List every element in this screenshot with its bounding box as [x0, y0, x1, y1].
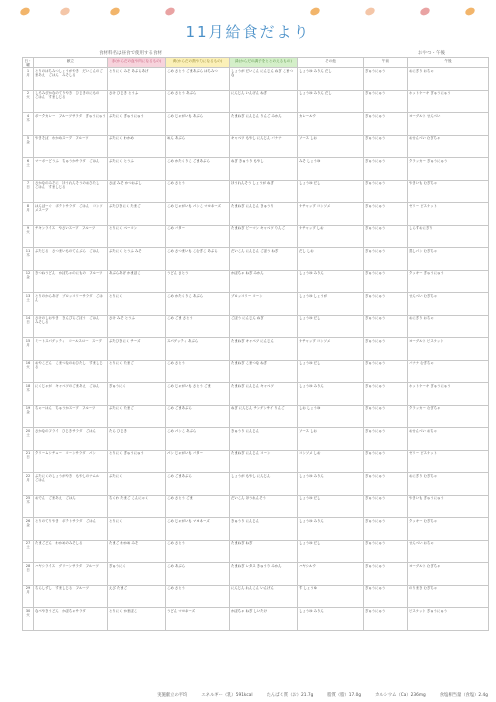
other-cell: しょうゆ みりん だし — [298, 90, 364, 113]
table-row — [23, 338, 489, 361]
snack-pm-cell: クラッカー むぎちゃ — [408, 405, 489, 428]
day-cell: 25 木 — [23, 495, 34, 518]
table-row — [23, 360, 489, 383]
table-row — [23, 135, 489, 158]
snack-am-cell: ぎゅうにゅう — [364, 158, 408, 181]
green-cell: だいこん にんじん ごぼう ねぎ — [230, 248, 298, 271]
footer-protein: たんぱく質（お）21.7g — [266, 693, 314, 698]
table-row — [23, 585, 489, 608]
other-cell: ソース しお — [298, 428, 364, 451]
green-cell: たまねぎ レタス きゅうり みかん — [230, 563, 298, 586]
yellow-cell: パン じゃがいも バター — [166, 450, 230, 473]
snack-am-cell: ぎゅうにゅう — [364, 495, 408, 518]
green-cell: ブロッコリー コーン — [230, 293, 298, 316]
other-cell: しょうゆ しょうが — [298, 293, 364, 316]
other-cell: コンソメ しお — [298, 450, 364, 473]
menu-cell: しろみざかなのてりやき ひじきのにもの ごはん すましじる — [34, 90, 108, 113]
red-cell: ぶたにく ぎゅうにゅう — [108, 113, 166, 136]
leaf-decoration-icon — [364, 6, 376, 17]
yellow-cell: こめ あぶら — [166, 563, 230, 586]
yellow-cell: うどん さとう — [166, 270, 230, 293]
day-cell: 8 月 — [23, 203, 34, 226]
red-cell: ぎゅうにく — [108, 563, 166, 586]
nutrition-footer — [22, 692, 488, 698]
red-cell: とりにく — [108, 518, 166, 541]
table-row — [23, 270, 489, 293]
snack-pm-cell: クッキー むぎちゃ — [408, 518, 489, 541]
day-cell: 16 火 — [23, 360, 34, 383]
snack-am-cell: ぎゅうにゅう — [364, 180, 408, 203]
menu-cell: なべやきうどん かぼちゃサラダ — [34, 608, 108, 631]
green-cell: たまねぎ にんじん りんご みかん — [230, 113, 298, 136]
leaf-decoration-icon — [419, 6, 431, 17]
yellow-cell: こめ さとう — [166, 180, 230, 203]
menu-cell: ぶたじる さつまいものてんぷら ごはん — [34, 248, 108, 271]
col-red-header: 赤(からだの血や肉になるもの) — [108, 58, 166, 68]
day-cell: 4 木 — [23, 113, 34, 136]
menu-cell: おでん ごまあえ ごはん — [34, 495, 108, 518]
yellow-cell: うどん マヨネーズ — [166, 608, 230, 631]
day-cell: 9 火 — [23, 225, 34, 248]
menu-cell: やきそば わかめスープ フルーツ — [34, 135, 108, 158]
snack-pm-cell: せんべい おちゃ — [408, 540, 489, 563]
red-cell: ちくわ たまご こんにゃく — [108, 495, 166, 518]
green-cell: しょうが もやし にんじん — [230, 473, 298, 496]
yellow-cell: こめ さつまいも こむぎこ あぶら — [166, 248, 230, 271]
menu-cell: ハヤシライス グリーンサラダ フルーツ — [34, 563, 108, 586]
snack-am-cell: ぎゅうにゅう — [364, 585, 408, 608]
snack-am-cell: ぎゅうにゅう — [364, 518, 408, 541]
snack-pm-cell: おにぎり おちゃ — [408, 315, 489, 338]
yellow-cell: こめ じゃがいも マヨネーズ — [166, 518, 230, 541]
red-cell: えび たまご — [108, 585, 166, 608]
table-row — [23, 293, 489, 316]
snack-am-cell: ぎゅうにゅう — [364, 563, 408, 586]
green-cell: たまねぎ にんじん キャベツ — [230, 383, 298, 406]
menu-cell: にくじゃが キャベツのごまあえ ごはん — [34, 383, 108, 406]
day-cell: 14 日 — [23, 315, 34, 338]
yellow-cell: こめ ごま さとう — [166, 315, 230, 338]
yellow-cell: こめ さとう あぶら — [166, 90, 230, 113]
col-other-header: その他 — [298, 58, 364, 68]
snack-pm-cell: やきいも むぎちゃ — [408, 180, 489, 203]
red-cell: とりにく — [108, 293, 166, 316]
table-row — [23, 428, 489, 451]
red-cell: とりにく たまご — [108, 360, 166, 383]
snack-am-cell: ぎゅうにゅう — [364, 473, 408, 496]
yellow-cell: こめ じゃがいも さとう ごま — [166, 383, 230, 406]
snack-am-cell: ぎゅうにゅう — [364, 315, 408, 338]
green-cell: たまねぎ ピーマン キャベツ りんご — [230, 225, 298, 248]
yellow-cell: めん あぶら — [166, 135, 230, 158]
red-cell: ぶたひきにく たまご — [108, 203, 166, 226]
red-cell: さけ みそ とうふ — [108, 315, 166, 338]
snack-pm-cell: ヨーグルト むぎちゃ — [408, 563, 489, 586]
snack-pm-cell: ゼリー ビスケット — [408, 450, 489, 473]
snack-am-cell: ぎゅうにゅう — [364, 113, 408, 136]
snack-pm-cell: クッキー ぎゅうにゅう — [408, 270, 489, 293]
other-cell: しょうゆ だし — [298, 360, 364, 383]
snack-pm-cell: ヨーグルト せんべい — [408, 113, 489, 136]
table-row — [23, 113, 489, 136]
table-row — [23, 90, 489, 113]
green-cell: キャベツ もやし にんじん バナナ — [230, 135, 298, 158]
green-cell: かぼちゃ ねぎ しいたけ — [230, 608, 298, 631]
table-row — [23, 158, 489, 181]
green-cell: だいこん ほうれんそう — [230, 495, 298, 518]
snack-pm-cell: ホットケーキ ぎゅうにゅう — [408, 90, 489, 113]
snack-am-cell: ぎゅうにゅう — [364, 540, 408, 563]
snack-am-cell: ぎゅうにゅう — [364, 270, 408, 293]
day-cell: 11 木 — [23, 248, 34, 271]
other-cell: す しょうゆ — [298, 585, 364, 608]
other-cell: しょうゆ みりん — [298, 473, 364, 496]
other-cell: ケチャップ コンソメ — [298, 338, 364, 361]
other-cell: カレールウ — [298, 113, 364, 136]
day-cell: 18 木 — [23, 383, 34, 406]
other-cell: しょうゆ みりん — [298, 608, 364, 631]
yellow-cell: こめ ごまあぶら — [166, 473, 230, 496]
red-cell: とりにく かまぼこ — [108, 608, 166, 631]
footer-energy: エネルギー（乳）591kcal — [201, 693, 253, 698]
menu-cell: たまごどん わかめのみそしる — [34, 540, 108, 563]
menu-table — [22, 57, 489, 631]
footer-avg: 実施献立の平均 — [157, 693, 188, 698]
red-cell: たまご わかめ みそ — [108, 540, 166, 563]
yellow-cell: こめ さとう — [166, 585, 230, 608]
yellow-cell: こめ さとう ごまあぶら はちみつ — [166, 68, 230, 91]
snack-pm-cell: ホットケーキ ぎゅうにゅう — [408, 383, 489, 406]
menu-cell: ぶたにくのしょうがやき もやしのナムル ごはん — [34, 473, 108, 496]
menu-cell: チキンライス やさいスープ フルーツ — [34, 225, 108, 248]
snack-am-cell: ぎゅうにゅう — [364, 383, 408, 406]
table-body — [23, 68, 489, 631]
footer-fat: 脂質（脂）17.0g — [327, 693, 362, 698]
yellow-cell: こめ さとう — [166, 360, 230, 383]
snack-am-cell: ぎゅうにゅう — [364, 338, 408, 361]
red-cell: さば みそ かつおぶし — [108, 180, 166, 203]
red-cell: たら ひじき — [108, 428, 166, 451]
page-title: 11月給食だより — [185, 23, 311, 41]
day-cell: 12 金 — [23, 270, 34, 293]
table-row — [23, 203, 489, 226]
green-cell: きゅうり にんじん — [230, 428, 298, 451]
menu-cell: おやこどん こまつなのおひたし すましじる — [34, 360, 108, 383]
snack-pm-cell: クラッカー ぎゅうにゅう — [408, 158, 489, 181]
red-cell: ぶたにく たまご — [108, 405, 166, 428]
table-row — [23, 608, 489, 631]
red-cell: あぶらあげ かまぼこ — [108, 270, 166, 293]
green-cell: たまねぎ こまつな ねぎ — [230, 360, 298, 383]
table-row — [23, 180, 489, 203]
footer-calcium: カルシウム（Ca）236mg — [375, 693, 426, 698]
other-cell: しょうゆ だし — [298, 180, 364, 203]
red-cell: とりにく ぎゅうにゅう — [108, 450, 166, 473]
red-cell: さけ ひじき とうふ — [108, 90, 166, 113]
menu-cell: ポークカレー フルーツサラダ ぎゅうにゅう — [34, 113, 108, 136]
day-cell: 21 日 — [23, 450, 34, 473]
table-row — [23, 540, 489, 563]
snack-am-cell: ぎゅうにゅう — [364, 360, 408, 383]
table-row — [23, 68, 489, 91]
menu-cell: クリームシチュー コーンサラダ パン — [34, 450, 108, 473]
menu-cell: きつねうどん かぼちゃのにもの フルーツ — [34, 270, 108, 293]
green-cell: たまねぎ ねぎ — [230, 540, 298, 563]
table-row — [23, 225, 489, 248]
snack-am-cell: ぎゅうにゅう — [364, 450, 408, 473]
red-cell: とりにく みそ あぶらあげ — [108, 68, 166, 91]
green-cell: ごぼう にんじん ねぎ — [230, 315, 298, 338]
day-cell: 1 月 — [23, 68, 34, 91]
yellow-cell: こめ さとう ごま — [166, 495, 230, 518]
yellow-cell: こめ じゃがいも あぶら — [166, 113, 230, 136]
day-cell: 22 月 — [23, 473, 34, 496]
menu-cell: さかなのフライ ひじきサラダ ごはん — [34, 428, 108, 451]
other-cell: しょうゆ みりん — [298, 270, 364, 293]
snack-label: おやつ・午後 — [418, 51, 445, 56]
table-row — [23, 563, 489, 586]
snack-am-cell: ぎゅうにゅう — [364, 203, 408, 226]
yellow-cell: スパゲッティ あぶら — [166, 338, 230, 361]
red-cell: ぶたにく とうふ — [108, 158, 166, 181]
yellow-cell: こめ ごまあぶら — [166, 405, 230, 428]
red-cell: ぶたにく わかめ — [108, 135, 166, 158]
other-cell: しょうゆ だし — [298, 540, 364, 563]
day-cell: 15 月 — [23, 338, 34, 361]
snack-pm-cell: おにぎり むぎちゃ — [408, 473, 489, 496]
green-cell: にんじん いんげん ねぎ — [230, 90, 298, 113]
red-cell: ぶたひきにく チーズ — [108, 338, 166, 361]
other-cell: ハヤシルウ — [298, 563, 364, 586]
other-cell: ソース しお — [298, 135, 364, 158]
snack-pm-cell: バナナ むぎちゃ — [408, 360, 489, 383]
other-cell: だし しお — [298, 248, 364, 271]
snack-pm-cell: しらすおにぎり — [408, 225, 489, 248]
snack-am-cell: ぎゅうにゅう — [364, 405, 408, 428]
day-cell: 19 金 — [23, 405, 34, 428]
menu-cell: とりのはちみつしょうがやき だいこんのごまあえ ごはん みそしる — [34, 68, 108, 91]
red-cell: とりにく ベーコン — [108, 225, 166, 248]
snack-am-cell: ぎゅうにゅう — [364, 225, 408, 248]
snack-am-cell: ぎゅうにゅう — [364, 608, 408, 631]
red-cell: ぶたにく — [108, 473, 166, 496]
day-cell: 13 土 — [23, 293, 34, 316]
leaf-decoration-icon — [19, 6, 31, 17]
red-cell: ぎゅうにく — [108, 383, 166, 406]
menu-cell: とりのからあげ ブロッコリーサラダ ごはん — [34, 293, 108, 316]
leaf-decoration-icon — [464, 6, 476, 17]
yellow-cell: こめ さとう — [166, 540, 230, 563]
table-header-row — [23, 58, 489, 68]
other-cell: しょうゆ みりん — [298, 383, 364, 406]
menu-cell: ミートスパゲッティ コールスロー スープ — [34, 338, 108, 361]
leaf-decoration-icon — [59, 6, 71, 17]
day-cell: 6 土 — [23, 158, 34, 181]
snack-pm-cell: 蒸しパン むぎちゃ — [408, 248, 489, 271]
col-green-header: 緑(からだの調子をととのえるもの) — [230, 58, 298, 68]
snack-am-cell: ぎゅうにゅう — [364, 68, 408, 91]
col-date-header: 日・曜 — [24, 58, 32, 67]
other-cell: ケチャップ コンソメ — [298, 203, 364, 226]
yellow-cell: こめ かたくりこ ごまあぶら — [166, 158, 230, 181]
table-row — [23, 495, 489, 518]
snack-pm-cell: やきいも ぎゅうにゅう — [408, 495, 489, 518]
leaf-decoration-icon — [309, 6, 321, 17]
green-cell: しょうが だいこん にんじん ねぎ こまつな — [230, 68, 298, 91]
snack-pm-cell: せんべい むぎちゃ — [408, 293, 489, 316]
snack-am-cell: ぎゅうにゅう — [364, 135, 408, 158]
yellow-cell: こめ パンこ あぶら — [166, 428, 230, 451]
other-cell: ケチャップ しお — [298, 225, 364, 248]
table-row — [23, 450, 489, 473]
menu-cell: マーボーどうふ ちゅうかサラダ ごはん — [34, 158, 108, 181]
green-cell: ほうれんそう しょうが ねぎ — [230, 180, 298, 203]
footer-salt: 食塩相当量（食塩）2.4g — [439, 693, 488, 698]
other-cell: しょうゆ だし — [298, 495, 364, 518]
other-cell: しょうゆ だし — [298, 315, 364, 338]
menu-cell: はんばーぐ ポテトサラダ ごはん コンソメスープ — [34, 203, 108, 226]
other-cell: しょうゆ みりん — [298, 518, 364, 541]
green-cell: ねぎ にんじん チンゲンサイ りんご — [230, 405, 298, 428]
table-row — [23, 473, 489, 496]
day-cell: 5 金 — [23, 135, 34, 158]
table-row — [23, 248, 489, 271]
snack-pm-cell: おせんべい むぎちゃ — [408, 135, 489, 158]
snack-pm-cell: ビスケット ぎゅうにゅう — [408, 608, 489, 631]
snack-pm-cell: ヨーグルト ビスケット — [408, 338, 489, 361]
red-cell: ぶたにく とうふ みそ — [108, 248, 166, 271]
menu-cell: ちらしずし すましじる フルーツ — [34, 585, 108, 608]
day-cell: 28 日 — [23, 563, 34, 586]
green-cell: たまねぎ にんじん コーン — [230, 450, 298, 473]
menu-cell: とりのてりやき ポテトサラダ ごはん — [34, 518, 108, 541]
menu-cell: さかなのみそに ほうれんそうのおひたし ごはん すましじる — [34, 180, 108, 203]
snack-am-cell: ぎゅうにゅう — [364, 428, 408, 451]
subtitle: 食材料名は昼食で使用する食材 — [99, 51, 162, 56]
menu-cell: さけのしおやき きんぴらごぼう ごはん みそしる — [34, 315, 108, 338]
table-row — [23, 405, 489, 428]
leaf-decoration-icon — [109, 6, 121, 17]
yellow-cell: こめ バター — [166, 225, 230, 248]
title-bar — [0, 0, 496, 52]
table-row — [23, 315, 489, 338]
green-cell: たまねぎ キャベツ にんじん — [230, 338, 298, 361]
col-snack-pm-header: 午後 — [408, 58, 489, 68]
other-cell: しお しょうゆ — [298, 405, 364, 428]
leaf-decoration-icon — [164, 6, 176, 17]
col-yellow-header: 黄(からだの熱や力になるもの) — [166, 58, 230, 68]
snack-am-cell: ぎゅうにゅう — [364, 293, 408, 316]
day-cell: 20 土 — [23, 428, 34, 451]
day-cell: 2 火 — [23, 90, 34, 113]
snack-am-cell: ぎゅうにゅう — [364, 90, 408, 113]
green-cell: かぼちゃ ねぎ みかん — [230, 270, 298, 293]
green-cell: きゅうり にんじん — [230, 518, 298, 541]
day-cell: 29 月 — [23, 585, 34, 608]
table-row — [23, 518, 489, 541]
table-row — [23, 383, 489, 406]
snack-pm-cell: のりまき むぎちゃ — [408, 585, 489, 608]
green-cell: たまねぎ にんじん きゅうり — [230, 203, 298, 226]
snack-pm-cell: おにぎり おちゃ — [408, 68, 489, 91]
col-menu-header: 献立 — [34, 58, 108, 68]
day-cell: 26 金 — [23, 518, 34, 541]
green-cell: ねぎ きゅうり もやし — [230, 158, 298, 181]
snack-am-cell: ぎゅうにゅう — [364, 248, 408, 271]
snack-pm-cell: ゼリー ビスケット — [408, 203, 489, 226]
yellow-cell: こめ かたくりこ あぶら — [166, 293, 230, 316]
col-snack-am-header: 午前 — [364, 58, 408, 68]
day-cell: 27 土 — [23, 540, 34, 563]
other-cell: しょうゆ みりん だし — [298, 68, 364, 91]
day-cell: 7 日 — [23, 180, 34, 203]
snack-pm-cell: おせんべい おちゃ — [408, 428, 489, 451]
menu-cell: ちゃーはん ちゅうかスープ フルーツ — [34, 405, 108, 428]
other-cell: みそ しょうゆ — [298, 158, 364, 181]
yellow-cell: こめ じゃがいも パンこ マヨネーズ — [166, 203, 230, 226]
day-cell: 30 火 — [23, 608, 34, 631]
green-cell: にんじん れんこん いんげん — [230, 585, 298, 608]
